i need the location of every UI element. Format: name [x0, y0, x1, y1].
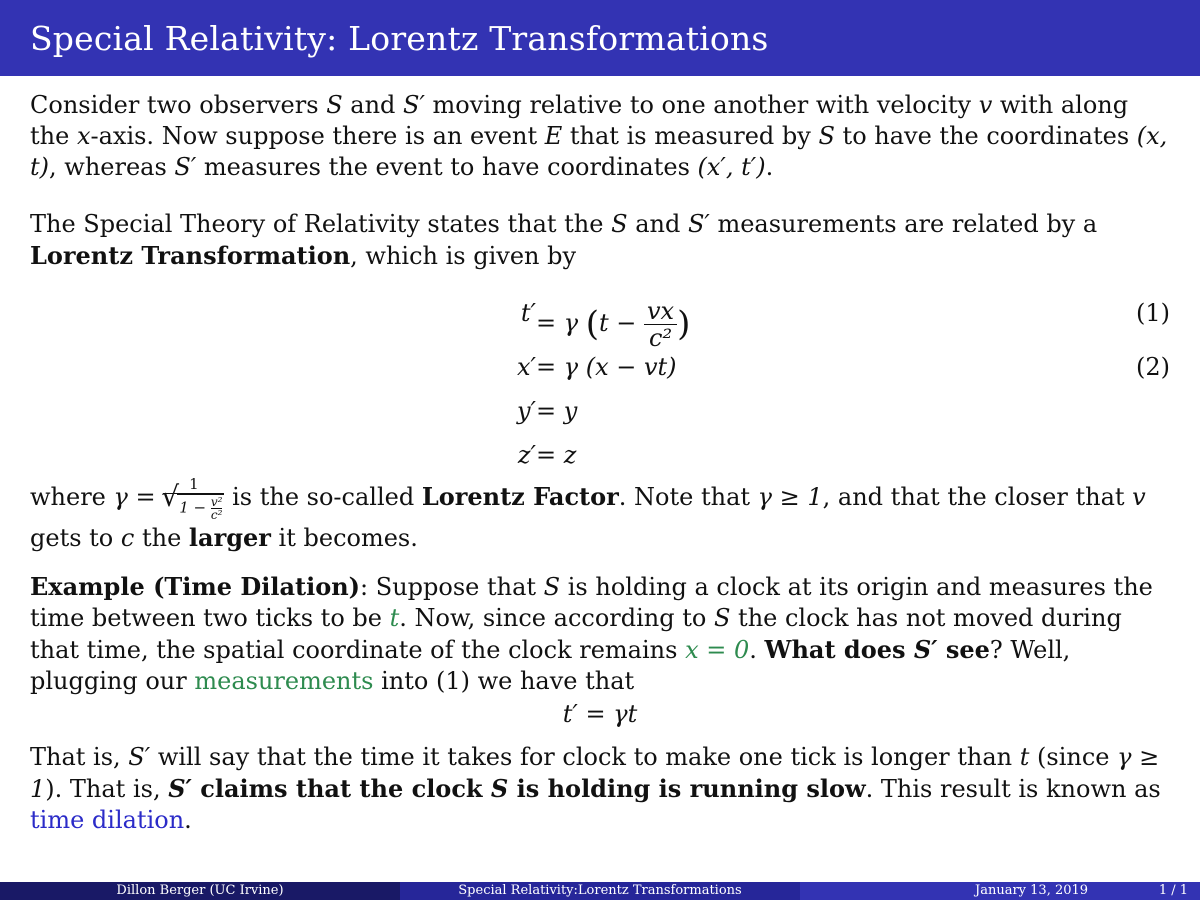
footer-author: Dillon Berger (UC Irvine) [0, 882, 400, 900]
footer-date: January 13, 2019 [975, 883, 1089, 898]
gamma-paragraph: where γ = 1 √ 1 − $\frac{\text{v²}}{\text{c²}}$ is the so-called Lorentz Factor. Note that γ ≥ 1, and that the closer that v gets to c the larger it becomes. [30, 476, 1170, 555]
footer-title: Special Relativity:Lorentz Transformations [400, 882, 800, 900]
footer-page-number[interactable]: 1 / 1 [1158, 883, 1188, 898]
lorentz-factor-term: Lorentz Factor [421, 482, 619, 511]
intro-paragraph: Consider two observers S and S′ moving relative to one another with velocity v with along the x-axis. Now suppose there is an event E that is measured by S to have the coordinates (x, t), whereas S′ measures the event to have coordinates (x′, t′). [30, 91, 1168, 181]
example-paragraph: Example (Time Dilation): Suppose that S is holding a clock at its origin and measures the time between two ticks to be t. Now, since according to S the clock has not moved during that time, the spatial coordinate of the clock remains x = 0. What does S′ see? Well, plugging our measurements into (1) we have that [30, 572, 1153, 695]
lorentz-equations: t′ = γ (t − $\frac{vx}{\text{c²}}$ ) (1) x′ = γ (x − vt) (2) y′ = y z′ = z [516, 297, 1170, 469]
slide-header [0, 0, 1200, 76]
lorentz-factor-formula: 1 √ 1 − $\frac{\text{v²}}{\text{c²}}$ [163, 476, 224, 521]
lorentz-transformation-term: Lorentz Transformation [30, 241, 351, 270]
slide-footer [0, 882, 1200, 900]
theory-paragraph: The Special Theory of Relativity states that the S and S′ measurements are related by a Lorentz Transformation, which is given by [30, 210, 1098, 270]
slide-title: Special Relativity: Lorentz Transformations [30, 19, 769, 58]
slide-content [30, 90, 1170, 836]
footer-meta [800, 882, 1200, 900]
time-dilation-term: time dilation [30, 806, 185, 834]
measurements-highlight: measurements [194, 667, 374, 695]
conclusion-paragraph: That is, S′ will say that the time it takes for clock to make one tick is longer than t (since γ ≥ 1). That is, S′ claims that the clock S is holding is running slow. This result is known as time dilation. [30, 743, 1161, 834]
time-dilation-equation: t′ = γt [562, 700, 638, 728]
example-heading: Example (Time Dilation) [30, 572, 361, 601]
